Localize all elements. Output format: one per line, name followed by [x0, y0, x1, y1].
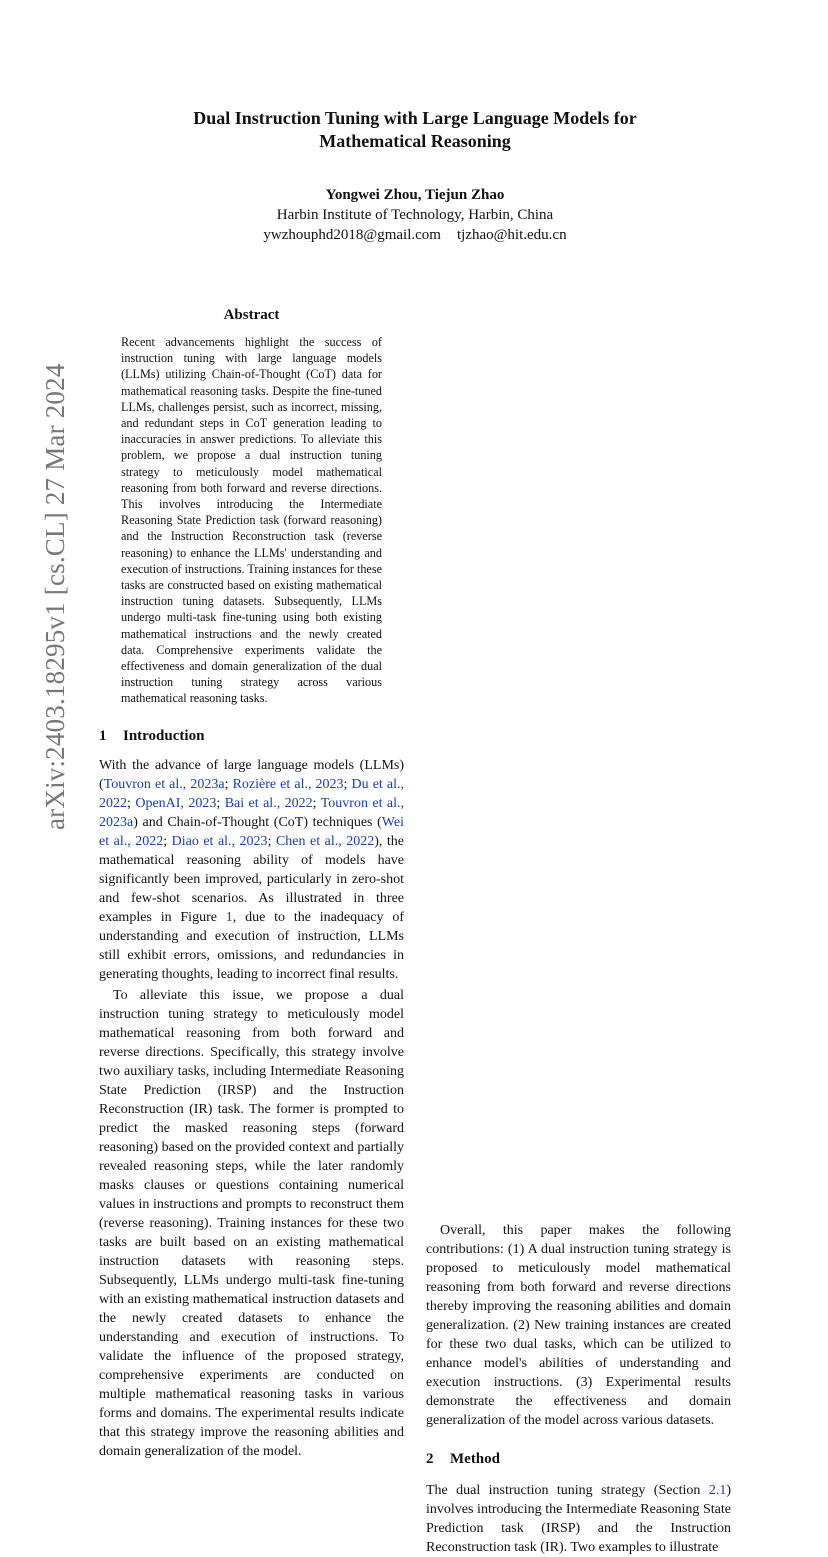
email-2: tjzhao@hit.edu.cn — [456, 227, 567, 243]
section-number: 2 — [426, 1451, 434, 1467]
citation-link[interactable]: Rozière et al., 2023 — [232, 776, 344, 792]
citation-link[interactable]: Du et al., 2022 — [99, 776, 405, 811]
citation-link[interactable]: Wei et al., 2022 — [99, 814, 404, 849]
intro-paragraph-3: Overall, this paper makes the following contributions: (1) A dual instruction tuning strategy is proposed to meticulously model mathematical reasoning from both forward and reverse directions thereby improving the reasoning abilities and domain generalization. (2) New training instances are created for these two dual tasks, which can be utilized to enhance model's abilities of understanding and execution instructions. (3) Experimental results demonstrate the effectiveness and domain generalization of the model across various datasets. — [426, 1223, 731, 1428]
method-paragraph-1: The dual instruction tuning strategy (Section 2.1) involves introducing the Intermediate Reasoning State Prediction task (IRSP) and the Instruction Reconstruction task (IR). Two examples to illustrate — [426, 1483, 731, 1555]
left-column — [99, 305, 404, 1461]
abstract-text: Recent advancements highlight the success of instruction tuning with large language models (LLMs) utilizing Chain-of-Thought (CoT) data for mathematical reasoning tasks. Despite the fine-tuned LLMs, challenges persist, such as incorrect, missing, and redundant steps in CoT generation leading to inaccuracies in answer predictions. To alleviate this problem, we propose a dual instruction tuning strategy to meticulously model mathematical reasoning from both forward and reverse directions. This involves introducing the Intermediate Reasoning State Prediction task (forward reasoning) and the Instruction Reconstruction task (reverse reasoning) to enhance the LLMs' understanding and execution of instructions. Training instances for these tasks are constructed based on existing mathematical instruction tuning datasets. Subsequently, LLMs undergo multi-task fine-tuning using both existing mathematical instructions and the newly created data. Comprehensive experiments validate the effectiveness and domain generalization of the dual instruction tuning strategy across various mathematical reasoning tasks. — [121, 335, 382, 706]
figure-reference-link[interactable]: 1 — [225, 909, 233, 925]
section-heading-method — [426, 1450, 731, 1469]
citation-link[interactable]: Touvron et al., 2023a — [99, 795, 405, 830]
right-column — [426, 1219, 731, 1557]
email-1: ywzhouphd2018@gmail.com — [263, 227, 441, 243]
title-line-1: Dual Instruction Tuning with Large Language Models for — [193, 108, 637, 128]
citation-link[interactable]: Bai et al., 2022 — [224, 795, 313, 811]
author-block — [90, 185, 740, 245]
section-number: 1 — [99, 727, 107, 744]
section-reference-link[interactable]: 2.1 — [708, 1483, 727, 1498]
citation-link[interactable]: Touvron et al., 2023a — [103, 776, 225, 792]
section-title: Method — [450, 1451, 500, 1467]
title-line-2: Mathematical Reasoning — [319, 131, 511, 151]
author-emails — [90, 225, 740, 245]
intro-paragraph-2: To alleviate this issue, we propose a dual instruction tuning strategy to meticulously model mathematical reasoning from both forward and reverse directions. Specifically, this strategy involve two auxiliary tasks, including Intermediate Reasoning State Prediction (IRSP) and the Instruction Reconstruction (IR) task. The former is prompted to predict the masked reasoning steps (forward reasoning) based on the provided context and partially revealed reasoning steps, while the later randomly masks clauses or questions containing numerical values in instructions and prompts to reconstruct them (reverse reasoning). Training instances for these two tasks are built based on an existing mathematical instruction datasets with reasoning steps. Subsequently, LLMs undergo multi-task fine-tuning with an existing mathematical instruction datasets and the newly created datasets to enhance the understanding and execution of instructions. To validate the influence of the proposed strategy, comprehensive experiments are conducted on multiple mathematical reasoning tasks in various forms and domains. The experimental results indicate that this strategy improve the reasoning abilities and domain generalization of the model. — [99, 987, 404, 1459]
citation-link[interactable]: Diao et al., 2023 — [171, 833, 268, 849]
section-heading-introduction — [99, 727, 404, 746]
section-title: Introduction — [123, 727, 205, 744]
intro-paragraph-1: With the advance of large language models (LLMs) (Touvron et al., 2023a; Rozière et al., 2023; Du et al., 2022; OpenAI, 2023; Bai et al., 2022; Touvron et al., 2023a) and Chain-of-Thought (CoT) techniques (Wei et al., 2022; Diao et al., 2023; Chen et al., 2022), the mathematical reasoning ability of models have significantly been improved, particularly in zero-shot and few-shot scenarios. As illustrated in three examples in Figure 1, due to the inadequacy of understanding and execution of instruction, LLMs still exhibit errors, omissions, and redundancies in generating thoughts, leading to incorrect final results. — [99, 757, 405, 982]
arxiv-identifier: arXiv:2403.18295v1 [cs.CL] 27 Mar 2024 — [40, 363, 70, 830]
citation-link[interactable]: OpenAI, 2023 — [135, 795, 217, 811]
affiliation: Harbin Institute of Technology, Harbin, China — [276, 207, 554, 223]
paper-title — [90, 107, 740, 153]
author-names: Yongwei Zhou, Tiejun Zhao — [325, 187, 505, 203]
citation-link[interactable]: Chen et al., 2022 — [275, 833, 375, 849]
abstract-heading: Abstract — [223, 307, 280, 323]
